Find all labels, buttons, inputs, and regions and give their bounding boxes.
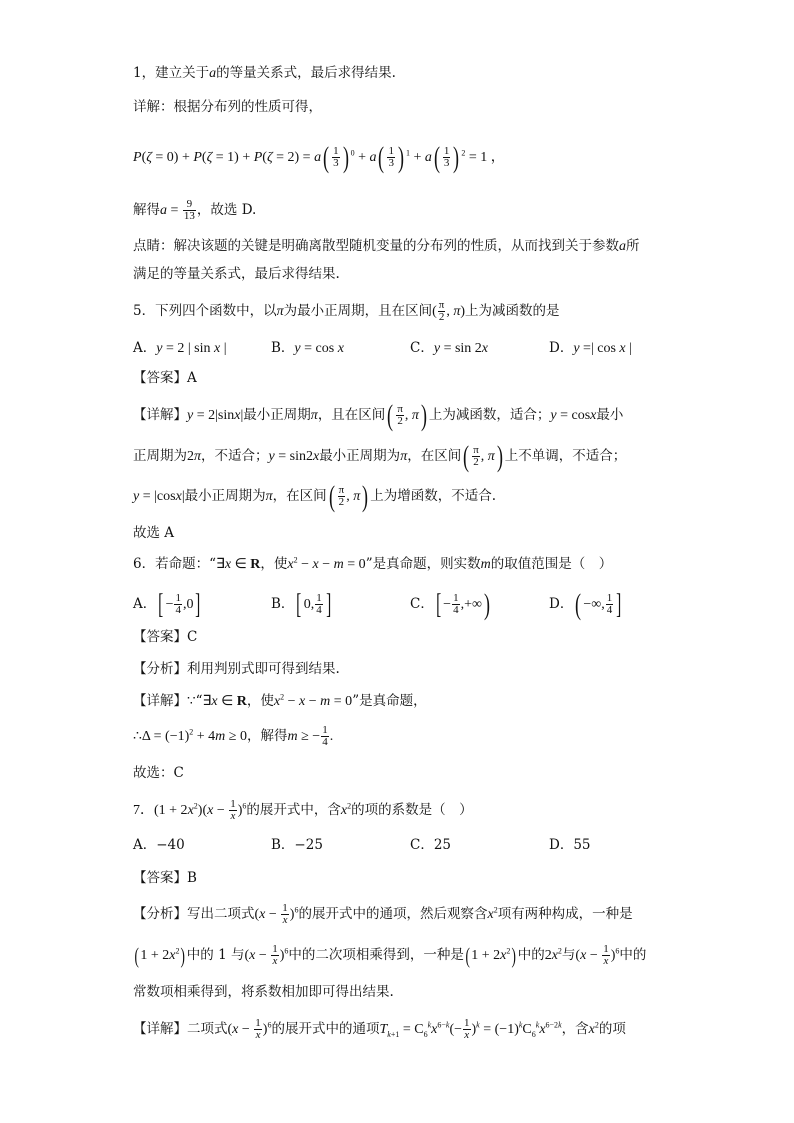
conclusion-6: 故选：C: [133, 765, 184, 781]
option-d: D．55: [549, 837, 591, 853]
option-c: C．25: [410, 837, 452, 853]
detail-7-line-1: 【详解】二项式(x − $\frac{1}{x}$ )$^6$的展开式中的通项$T_{k+1} = C_6^kx^{6-k}(-$ $\frac{1}{x}$ )$^k = (-1)^kC_6^kx^{6-2k}$，含$x^2$的项: [133, 1017, 626, 1042]
option-a: A．y = 2 | sin x |: [133, 340, 227, 356]
text-line: 满足的等量关系式，最后求得结果.: [133, 266, 340, 282]
option-b: B．y = cos x: [271, 340, 344, 356]
conclusion-5: 故选 A: [133, 525, 175, 541]
question-7: 7．$(1 + 2x^2)(x$ − $\frac{1}{x}$ )$^6$的展开式中，含$x^2$的项的系数是（ ）: [133, 798, 473, 823]
detail-5-line-1: 【详解】y = 2|sinx|最小正周期π，且在区间( $\frac{\pi}{2}$ , π) 上为减函数，适合；y = cosx最小: [133, 398, 624, 432]
detail-5-line-2: 正周期为2π，不适合；y = sin2x最小正周期为π，在区间( $\frac{\pi}{2}$ , π) 上不单调，不适合；: [133, 439, 627, 473]
option-d: D．( −∞, $\frac{1}{4}$ ]: [549, 587, 622, 621]
detail-6-line-1: 【详解】∵“∃x ∈ R，使$x^2 - x - m = 0$”是真命题，: [133, 692, 427, 709]
detail-5-line-3: y = |cosx|最小正周期为π，在区间( $\frac{\pi}{2}$ , π) 上为增函数，不适合.: [133, 479, 497, 513]
text-line: 解得a = $\frac{9}{13}$ ，故选 D.: [133, 198, 257, 223]
option-b: B．[ 0, $\frac{1}{4}$ ]: [271, 588, 331, 620]
text-line: 点睛：解决该题的关键是明确离散型随机变量的分布列的性质，从而找到关于参数a所: [133, 238, 640, 254]
option-b: B．−25: [271, 837, 323, 853]
analysis-7-line-1: 【分析】写出二项式(x − $\frac{1}{x}$ )$^6$的展开式中的通项，然后观察含$x^2$项有两种构成，一种是: [133, 902, 633, 927]
option-a: A．[ − $\frac{1}{4}$ ,0]: [133, 588, 201, 620]
analysis-6: 【分析】利用判别式即可得到结果.: [133, 661, 340, 677]
option-c: C．y = sin 2x: [410, 340, 489, 356]
equation: P(ζ = 0) + P(ζ = 1) + P(ζ = 2) = a( $\frac{1}{3}$ ) $^0$ + a( $\frac{1}{3}$ ) $^1$ + a( $\frac{1}{3}$ ) $^2$ = 1 ，: [133, 140, 505, 174]
text-line: 详解：根据分布列的性质可得，: [133, 99, 322, 115]
option-c: C．[ − $\frac{1}{4}$ ,+∞): [410, 587, 490, 621]
analysis-7-line-3: 常数项相乘得到，将系数相加即可得出结果.: [133, 984, 394, 1000]
question-5: 5．下列四个函数中，以π为最小正周期，且在区间( $\frac{\pi}{2}$ , π)上为减函数的是: [133, 299, 560, 324]
detail-6-line-2: ∴Δ = $(-1)^2 + 4m \ge 0$，解得m ≥ − $\frac{1}{4}$ .: [133, 724, 334, 749]
option-d: D．y =| cos x |: [549, 340, 632, 356]
answer-6: 【答案】C: [133, 629, 198, 645]
text-line: 1，建立关于a的等量关系式，最后求得结果.: [133, 65, 396, 81]
option-a: A．−40: [133, 837, 185, 853]
analysis-7-line-2: $(1 + 2x^2)$中的 1 与(x − $\frac{1}{x}$ )$^6$中的二次项相乘得到，一种是$(1 + 2x^2)$中的$2x^2$与(x − $\frac{1}{x}$ )$^6$中的: [134, 942, 647, 968]
answer-5: 【答案】A: [133, 370, 197, 386]
question-6: 6．若命题：“∃x ∈ R，使$x^2 - x - m = 0$”是真命题，则实数m的取值范围是（ ）: [133, 555, 613, 572]
answer-7: 【答案】B: [133, 870, 197, 886]
